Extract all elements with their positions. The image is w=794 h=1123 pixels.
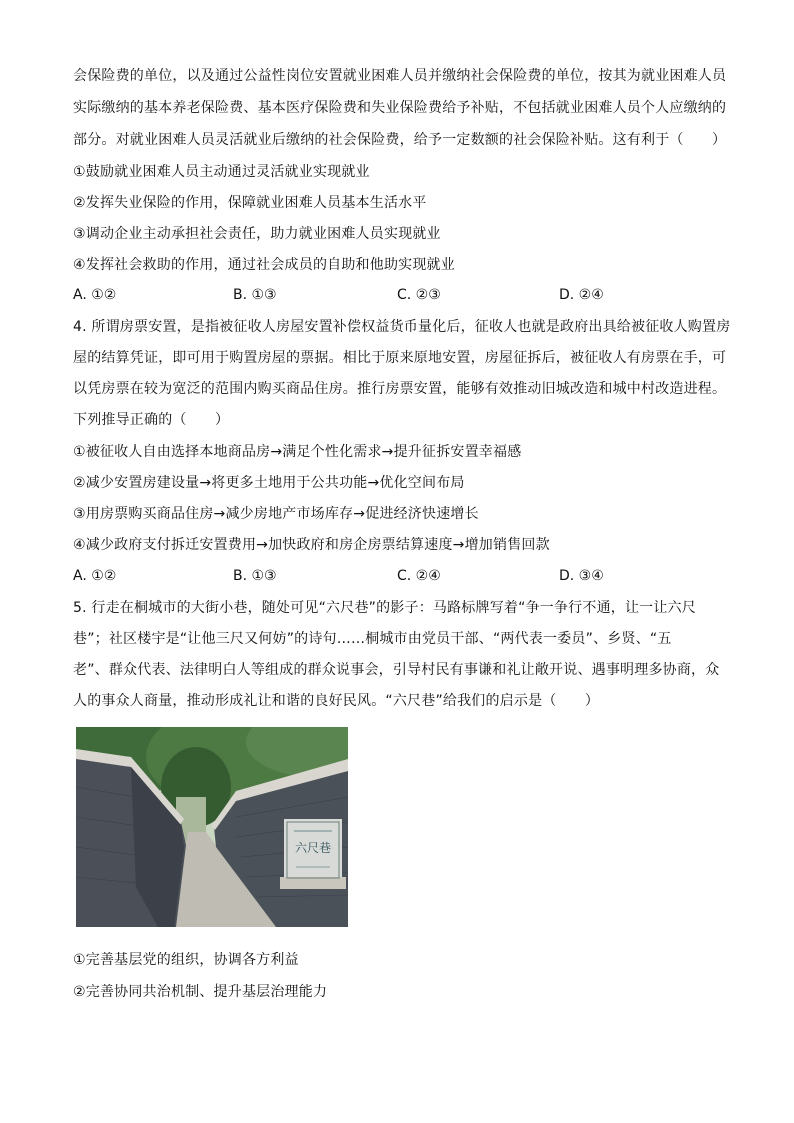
q3-statement-3: ③调动企业主动承担社会责任，助力就业困难人员实现就业 <box>73 226 441 242</box>
q4-option-a[interactable]: A. ①② <box>73 568 117 584</box>
photo-sign-title: 六尺巷 <box>294 841 332 855</box>
q3-option-b[interactable]: B. ①③ <box>233 287 277 303</box>
q3-options <box>73 285 733 305</box>
q3-stem-line-1: 会保险费的单位，以及通过公益性岗位安置就业困难人员并缴纳社会保险费的单位，按其为就业困难人员 <box>73 68 727 84</box>
q4-statement-4: ④减少政府支付拆迁安置费用→加快政府和房企房票结算速度→增加销售回款 <box>73 537 550 553</box>
q4-option-c[interactable]: C. ②④ <box>397 568 441 584</box>
q5-stem-line-4: 人的事众人商量，推动形成礼让和谐的良好民风。“六尺巷”给我们的启示是（ ） <box>73 693 600 709</box>
q5-stem-line-2: 巷”；社区楼宇是“让他三尺又何妨”的诗句……桐城市由党员干部、“两代表一委员”、乡贤、“五 <box>73 631 672 647</box>
q5-statement-1: ①完善基层党的组织，协调各方利益 <box>73 952 299 968</box>
q3-statement-4: ④发挥社会救助的作用，通过社会成员的自助和他助实现就业 <box>73 257 455 273</box>
q4-statement-3: ③用房票购买商品住房→减少房地产市场库存→促进经济快速增长 <box>73 506 479 522</box>
q3-option-a[interactable]: A. ①② <box>73 287 117 303</box>
q4-stem-line-3: 以凭房票在较为宽泛的范围内购买商品住房。推行房票安置，能够有效推动旧城改造和城中村改造进程。 <box>73 381 727 397</box>
q3-stem-line-3: 部分。对就业困难人员灵活就业后缴纳的社会保险费，给予一定数额的社会保险补贴。这有利于（ ） <box>73 132 727 148</box>
q3-option-c[interactable]: C. ②③ <box>397 287 441 303</box>
liuchi-lane-photo <box>76 727 348 927</box>
q4-stem-line-1: 4. 所谓房票安置，是指被征收人房屋安置补偿权益货币量化后，征收人也就是政府出具给被征收人购置房 <box>73 319 731 335</box>
q4-statement-1: ①被征收人自由选择本地商品房→满足个性化需求→提升征拆安置幸福感 <box>73 444 522 460</box>
q3-statement-1: ①鼓励就业困难人员主动通过灵活就业实现就业 <box>73 164 370 180</box>
q3-stem-line-2: 实际缴纳的基本养老保险费、基本医疗保险费和失业保险费给予补贴，不包括就业困难人员个人应缴纳的 <box>73 100 727 116</box>
q5-stem-line-1: 5. 行走在桐城市的大街小巷，随处可见“六尺巷”的影子：马路标牌写着“争一争行不通，让一让六尺 <box>73 600 696 616</box>
q4-options <box>73 566 733 586</box>
q3-option-d[interactable]: D. ②④ <box>559 287 604 303</box>
q4-statement-2: ②减少安置房建设量→将更多土地用于公共功能→优化空间布局 <box>73 475 465 491</box>
q4-stem-line-4: 下列推导正确的（ ） <box>73 412 230 428</box>
q4-option-d[interactable]: D. ③④ <box>559 568 604 584</box>
q4-stem-line-2: 屋的结算凭证，即可用于购置房屋的票据。相比于原来原地安置，房屋征拆后，被征收人有房票在手，可 <box>73 350 727 366</box>
q4-option-b[interactable]: B. ①③ <box>233 568 277 584</box>
q3-statement-2: ②发挥失业保险的作用，保障就业困难人员基本生活水平 <box>73 195 427 211</box>
photo-sign-base <box>280 877 346 889</box>
q5-statement-2: ②完善协同共治机制、提升基层治理能力 <box>73 984 328 1000</box>
q5-stem-line-3: 老”、群众代表、法律明白人等组成的群众说事会，引导村民有事谦和礼让敞开说、遇事明理多协商，众 <box>73 662 720 678</box>
